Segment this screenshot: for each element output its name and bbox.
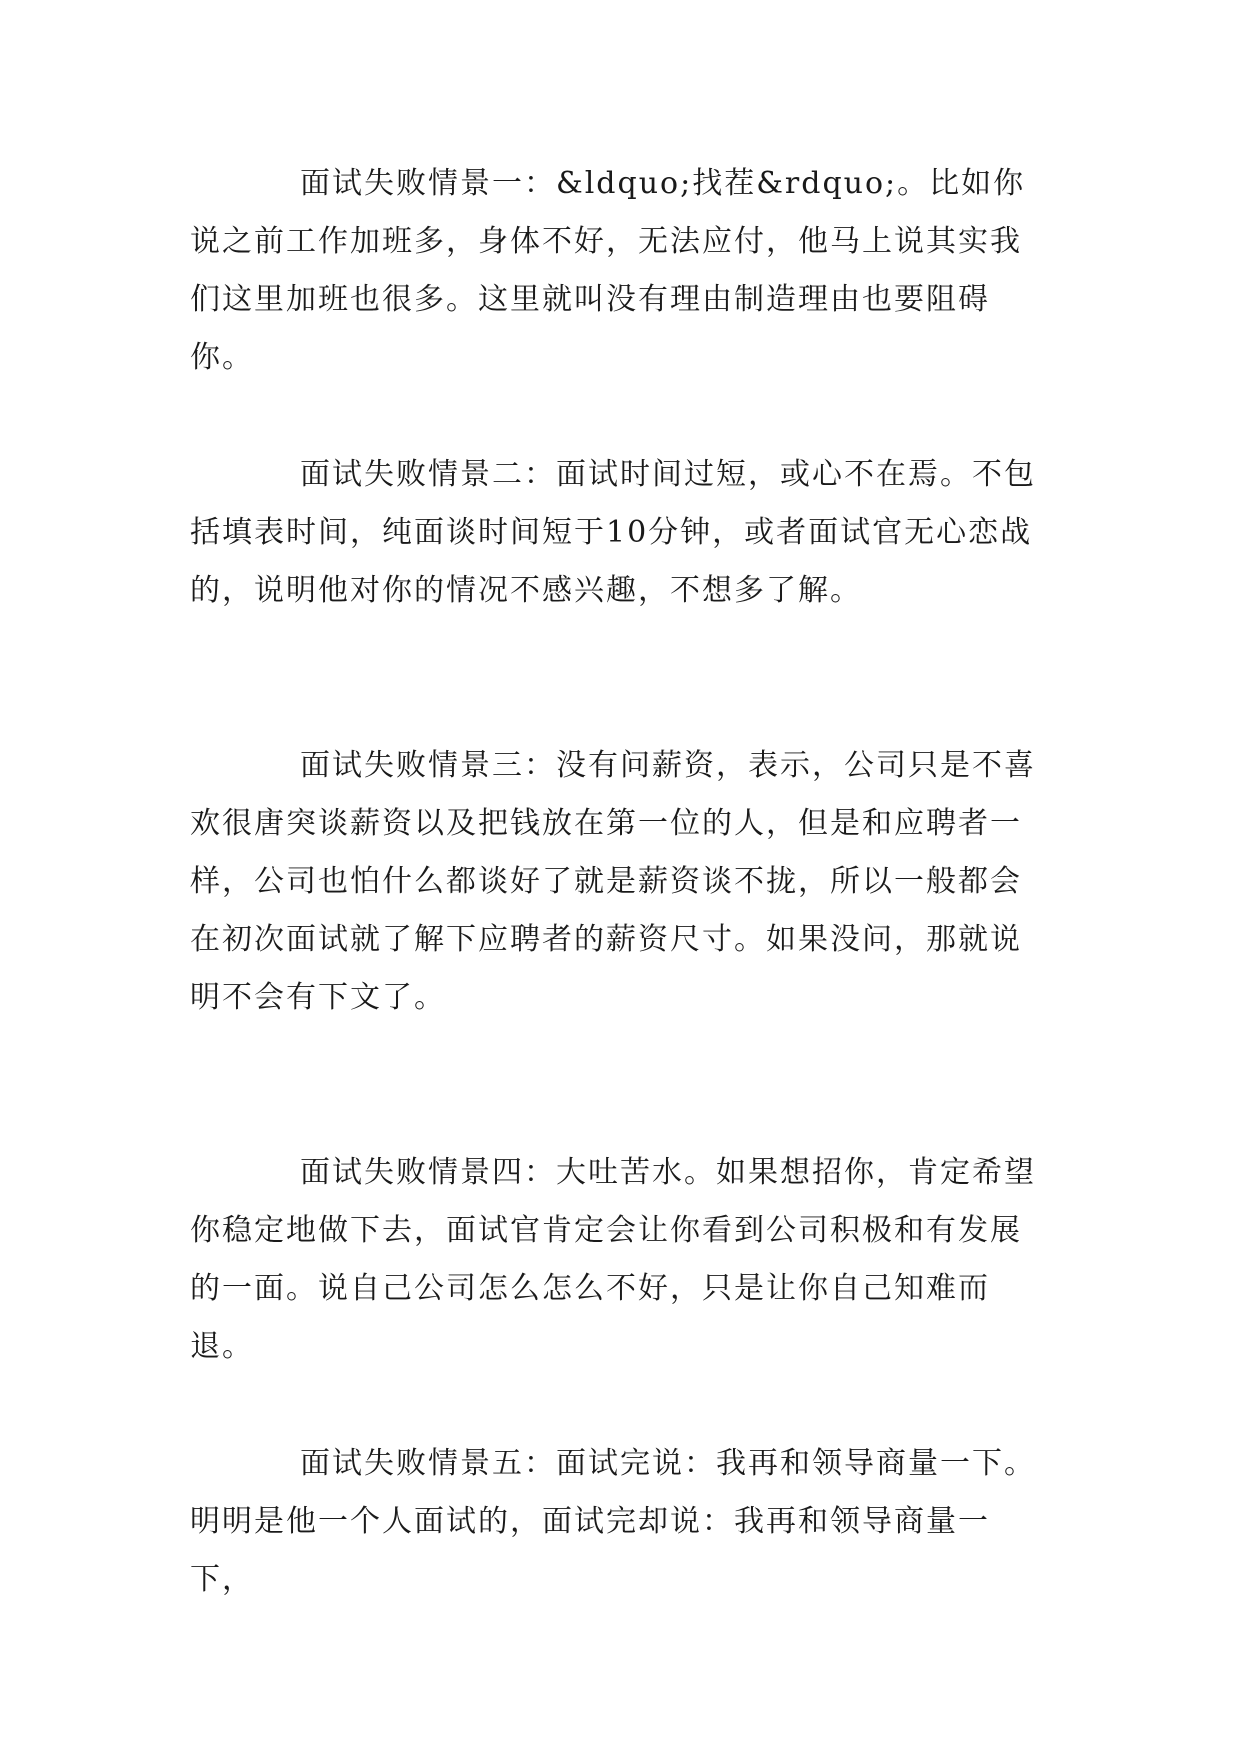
paragraph-scenario-2: 面试失败情景二：面试时间过短，或心不在焉。不包括填表时间，纯面谈时间短于10分钟，或者面试官无心恋战的，说明他对你的情况不感兴趣，不想多了解。 [190, 457, 1036, 608]
paragraph-scenario-1: 面试失败情景一：&ldquo;找茬&rdquo;。比如你说之前工作加班多，身体不好，无法应付，他马上说其实我们这里加班也很多。这里就叫没有理由制造理由也要阻碍你。 [190, 166, 1026, 375]
paragraph-scenario-5: 面试失败情景五：面试完说：我再和领导商量一下。明明是他一个人面试的，面试完却说：我再和领导商量一下， [190, 1446, 1036, 1597]
paragraph-scenario-4: 面试失败情景四：大吐苦水。如果想招你，肯定希望你稳定地做下去，面试官肯定会让你看到公司积极和有发展的一面。说自己公司怎么怎么不好，只是让你自己知难而退。 [190, 1155, 1036, 1364]
paragraph-scenario-3: 面试失败情景三：没有问薪资，表示，公司只是不喜欢很唐突谈薪资以及把钱放在第一位的人，但是和应聘者一样，公司也怕什么都谈好了就是薪资谈不拢，所以一般都会在初次面试就了解下应聘者的薪资尺寸。如果没问，那就说明不会有下文了。 [190, 748, 1036, 1015]
